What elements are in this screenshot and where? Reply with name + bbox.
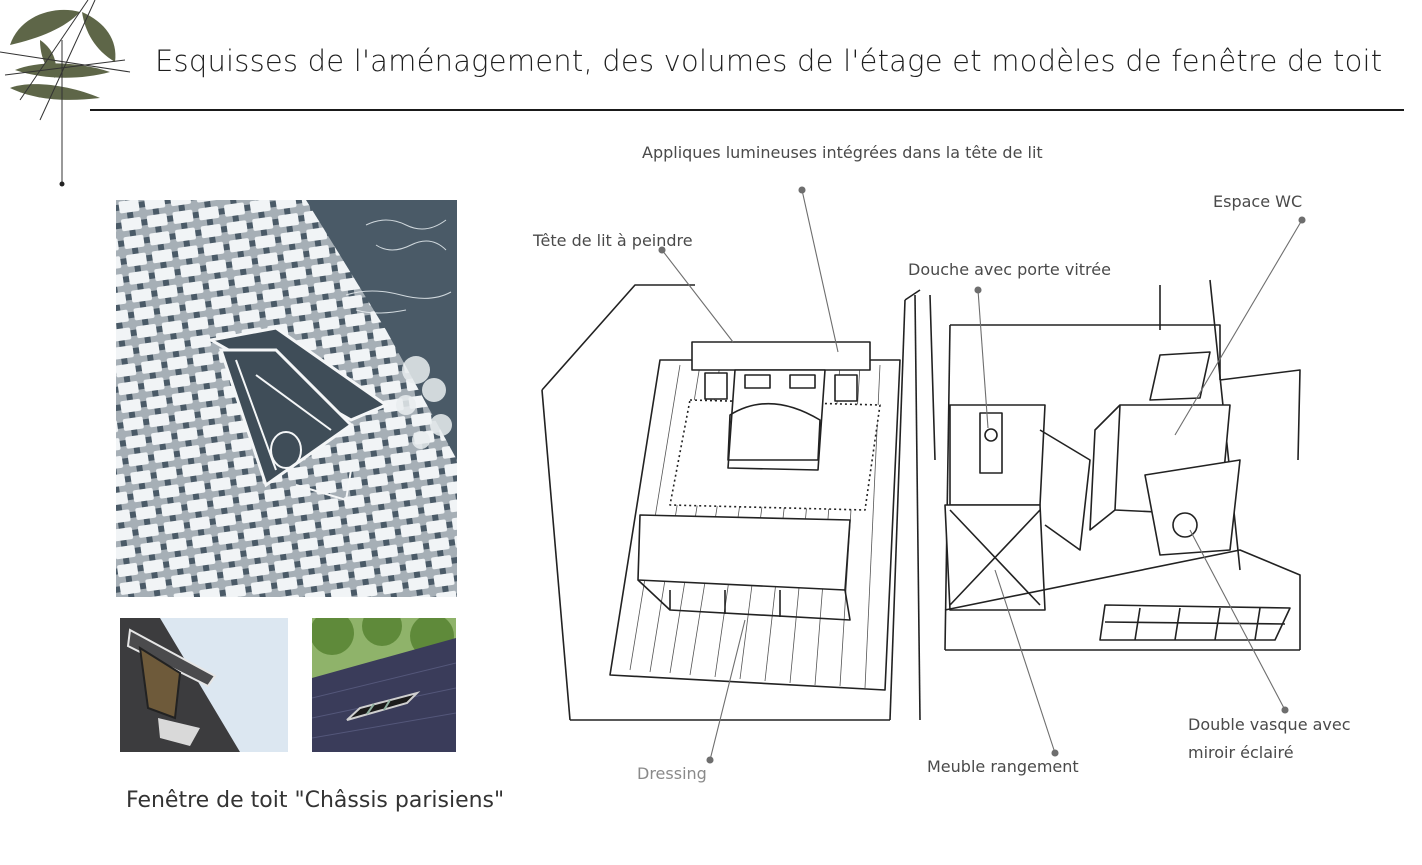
label-douche: Douche avec porte vitrée bbox=[908, 260, 1111, 279]
title-divider bbox=[90, 109, 1404, 111]
label-appliques: Appliques lumineuses intégrées dans la tête de lit bbox=[642, 143, 1043, 162]
label-tete-de-lit: Tête de lit à peindre bbox=[533, 231, 693, 250]
label-meuble-rangement: Meuble rangement bbox=[927, 757, 1079, 776]
label-double-vasque-line2: miroir éclairé bbox=[1188, 743, 1294, 762]
roof-window-photo-side bbox=[120, 618, 288, 752]
label-espace-wc: Espace WC bbox=[1213, 192, 1303, 211]
roof-skylight-photo bbox=[312, 618, 456, 752]
logo-leaf-compass bbox=[0, 0, 140, 190]
roof-window-illustration bbox=[116, 200, 457, 597]
page-title: Esquisses de l'aménagement, des volumes de l'étage et modèles de fenêtre de toit bbox=[155, 44, 1383, 78]
label-dressing: Dressing bbox=[637, 764, 707, 783]
roof-window-caption: Fenêtre de toit "Châssis parisiens" bbox=[126, 788, 505, 813]
label-double-vasque-line1: Double vasque avec bbox=[1188, 715, 1351, 734]
